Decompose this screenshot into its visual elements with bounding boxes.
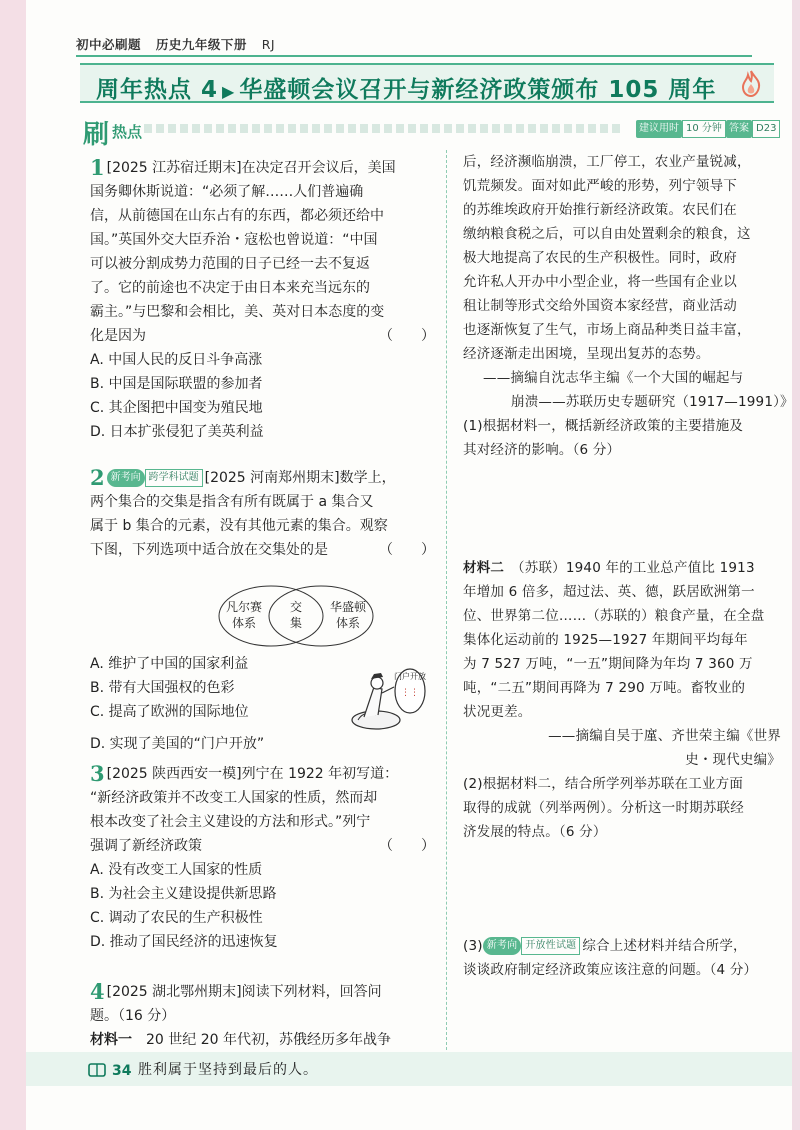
q2-line-last: [90, 538, 435, 562]
material-1-text: 20 世纪 20 年代初，苏俄经历多年战争: [132, 1032, 391, 1048]
q2-line-first: [90, 466, 435, 490]
q3-line: [2025 陕西西安一模]列宁在 1922 年初写道：: [106, 766, 399, 782]
q1-line: 国务卿休斯说道：“必须了解……人们普遍确: [90, 184, 364, 200]
page-edge-right: [792, 0, 800, 1130]
open-question-tag: 开放性试题: [521, 937, 580, 955]
section-mark: 刷: [83, 120, 110, 150]
q1-line: [2025 江苏宿迁期末]在决定召开会议后，美国: [106, 160, 396, 176]
topic-banner: [80, 63, 774, 103]
q1-line: 国。”英国外交大臣乔治・寇松也曾说道：“中国: [90, 232, 378, 248]
material-2-line: 位、世界第二位……（苏联的）粮食产量，在全盘: [463, 608, 765, 624]
material-2-line: 状况更差。: [463, 704, 532, 720]
material-2-first: [463, 556, 781, 580]
sub-question-3-first: [463, 934, 781, 958]
sub-question-3-number: (3): [463, 938, 483, 954]
material-1-line: 饥荒频发。面对如此严峻的形势，列宁领导下: [463, 178, 737, 194]
question-number: 1: [90, 155, 105, 180]
banner-label: 周年热点 4: [96, 77, 219, 103]
triangle-icon: ▶: [222, 82, 236, 101]
venn-right-label-1: 华盛顿: [329, 600, 367, 614]
new-direction-badge: 新考向: [483, 937, 522, 955]
material-2-line: 年增加 6 倍多，超过法、英、德，跃居欧洲第一: [463, 584, 755, 600]
option-d[interactable]: D. 日本扩张侵犯了美英利益: [90, 424, 264, 440]
banner-title: [96, 71, 716, 104]
decorative-strip: [144, 124, 624, 133]
q2-stem-end: 下图，下列选项中适合放在交集处的是: [90, 542, 328, 558]
question-4-continued: [463, 150, 794, 462]
material-2-line: 集体化运动前的 1925—1927 年期间平均每年: [463, 632, 748, 648]
page: [26, 0, 792, 1130]
material-1-line: 允许私人开办中小型企业，将一些国有企业以: [463, 274, 737, 290]
venn-middle-label-2: 集: [289, 616, 303, 630]
sub-question-2: (2)根据材料二，结合所学列举苏联在工业方面: [463, 776, 744, 792]
material-2-line: 为 7 527 万吨，“一五”期间降为年均 7 360 万: [463, 656, 753, 672]
banner-heading: 华盛顿会议召开与新经济政策颁布 105 周年: [239, 77, 717, 103]
question-number: 3: [90, 761, 105, 786]
column-divider: [446, 150, 447, 1050]
answer-blank[interactable]: （ ）: [379, 838, 435, 854]
option-a[interactable]: A. 没有改变工人国家的性质: [90, 862, 263, 878]
material-1-line: 的苏维埃政府开始推行新经济政策。农民们在: [463, 202, 737, 218]
time-value: 10 分钟: [682, 120, 726, 138]
venn-middle-label-1: 交: [289, 600, 303, 614]
venn-right-label-2: 体系: [335, 616, 361, 630]
option-c[interactable]: C. 调动了农民的生产积极性: [90, 910, 263, 926]
question-4: [90, 980, 435, 1052]
sub-question-3: [463, 934, 781, 982]
cartoon-text: 门户开放: [394, 672, 426, 681]
material-1-line: 经济逐渐走出困境，呈现出复苏的态势。: [463, 346, 710, 362]
sub-question-2: 取得的成就（列举两例）。分析这一时期苏联经: [463, 800, 744, 816]
answer-blank[interactable]: （ ）: [379, 328, 435, 344]
time-label: 建议用时: [636, 120, 682, 138]
material-1-label: 材料一: [90, 1032, 132, 1048]
option-a[interactable]: A. 中国人民的反日斗争高涨: [90, 352, 263, 368]
material-1-line: 极大地提高了农民的生产积极性。同时，政府: [463, 250, 737, 266]
material-2-label: 材料二: [463, 560, 505, 576]
sub-question-1: (1)根据材料一，概括新经济政策的主要措施及: [463, 418, 744, 434]
option-c[interactable]: C. 提高了欧洲的国际地位: [90, 704, 249, 720]
q1-stem-end: 化是因为: [90, 328, 146, 344]
material-1-line: 后，经济濒临崩溃，工厂停工，农业产量锐减，: [463, 154, 751, 170]
material-1-line: 缴纳粮食税之后，可以自由处置剩余的粮食，这: [463, 226, 751, 242]
q4-line: [2025 湖北鄂州期末]阅读下列材料，回答问: [106, 984, 382, 1000]
new-direction-badge: 新考向: [107, 469, 145, 487]
q2-source: [2025 河南郑州期末]数学上，: [204, 470, 396, 486]
option-d[interactable]: D. 推动了国民经济的迅速恢复: [90, 934, 278, 950]
header-rule: [76, 55, 752, 57]
book-icon: [88, 1062, 106, 1078]
venn-diagram: [216, 584, 376, 648]
q1-line-last: [90, 324, 435, 348]
venn-left-label-2: 体系: [231, 616, 257, 630]
running-header: [76, 35, 285, 53]
cross-subject-tag: 跨学科试题: [145, 469, 203, 487]
question-number: 4: [90, 979, 105, 1004]
q1-line: 可以被分割成势力范围的日子已经一去不复返: [90, 256, 370, 272]
cartoon-marks: ⋮⋮: [401, 688, 419, 698]
q1-line: 信，从前德国在山东占有的东西，都必须还给中: [90, 208, 384, 224]
venn-left-label-1: 凡尔赛: [225, 600, 263, 614]
answer-page: D23: [752, 120, 780, 138]
q3-line-last: [90, 834, 435, 858]
option-b[interactable]: B. 为社会主义建设提供新思路: [90, 886, 277, 902]
material-1-source: ——摘编自沈志华主编《一个大国的崛起与: [483, 370, 744, 386]
option-a[interactable]: A. 维护了中国的国家利益: [90, 656, 249, 672]
section-title: 热点: [112, 123, 143, 141]
q3-line: “新经济政策并不改变工人国家的性质，然而却: [90, 790, 378, 806]
series-name: 初中必刷题: [76, 37, 142, 52]
question-2: [90, 466, 435, 562]
q3-stem-end: 强调了新经济政策: [90, 838, 202, 854]
q3-line: 根本改变了社会主义建设的方法和形式。”列宁: [90, 814, 371, 830]
answer-blank[interactable]: （ ）: [379, 542, 435, 558]
footer-motto: 胜利属于坚持到最后的人。: [138, 1062, 318, 1078]
flame-icon: [736, 68, 766, 98]
sub-question-3-line: 谈谈政府制定经济政策应该注意的问题。（4 分）: [463, 962, 758, 978]
q4-line: 题。（16 分）: [90, 1008, 176, 1024]
material-2: [463, 556, 781, 844]
material-2-source: 史・现代史编》: [685, 752, 781, 768]
cartoon-illustration: [348, 665, 428, 735]
page-edge-left: [0, 0, 26, 1130]
material-2-text: （苏联）1940 年的工业总产值比 1913: [504, 560, 755, 576]
sub-question-3-text: 综合上述材料并结合所学，: [582, 938, 747, 954]
page-number: 34: [112, 1063, 132, 1079]
material-2-line: 吨，“二五”期间再降为 7 290 万吨。畜牧业的: [463, 680, 746, 696]
material-1-line: 租让制等形式交给外国资本家经营，商业活动: [463, 298, 737, 314]
option-b[interactable]: B. 中国是国际联盟的参加者: [90, 376, 263, 392]
material-2-source: ——摘编自吴于廑、齐世荣主编《世界: [548, 728, 781, 744]
q2-line: 属于 b 集合的元素，没有其他元素的集合。观察: [90, 518, 388, 534]
material-1-source: 崩溃——苏联历史专题研究（1917—1991）》: [511, 394, 794, 410]
q2-line: 两个集合的交集是指含有所有既属于 a 集合又: [90, 494, 374, 510]
option-b[interactable]: B. 带有大国强权的色彩: [90, 680, 235, 696]
sub-question-1: 其对经济的影响。（6 分）: [463, 442, 621, 458]
subject-name: 历史九年级下册: [155, 37, 247, 52]
answer-label: 答案: [726, 120, 752, 138]
edition: RJ: [261, 37, 276, 52]
option-d[interactable]: D. 实现了美国的“门户开放”: [90, 736, 265, 752]
material-1-first: [90, 1028, 435, 1052]
question-number: 2: [90, 465, 105, 490]
material-1-line: 也逐渐恢复了生气，市场上商品种类日益丰富，: [463, 322, 751, 338]
question-1: [90, 156, 435, 444]
sub-question-2: 济发展的特点。（6 分）: [463, 824, 607, 840]
question-3: [90, 762, 435, 954]
option-c[interactable]: C. 其企图把中国变为殖民地: [90, 400, 263, 416]
q1-line: 霸主。”与巴黎和会相比，美、英对日本态度的变: [90, 304, 385, 320]
q1-line: 了。它的前途也不决定于由日本来充当远东的: [90, 280, 370, 296]
